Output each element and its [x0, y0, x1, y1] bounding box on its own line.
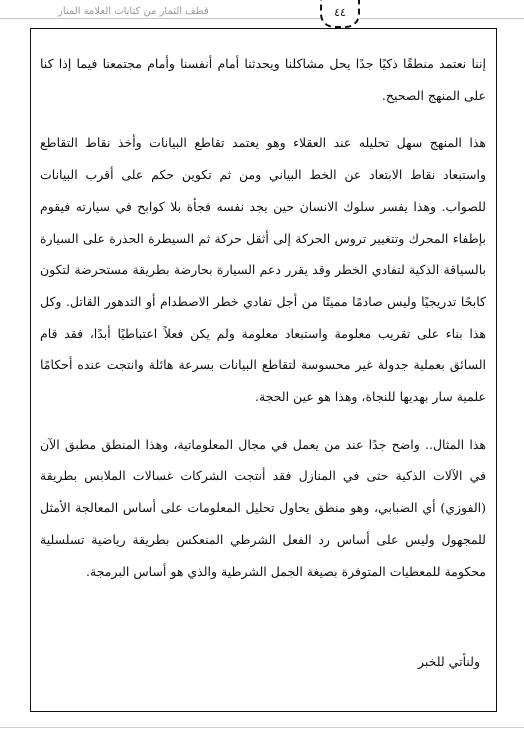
paragraph-3: هذا المثال.. واضح جدًا عند من يعمل في مجال المعلوماتية، وهذا المنطق مطبق الآن في الآلات الذكية حتى في المنازل فقد أنتجت الشركات غسالات الملابس بطريقة (الفوزي) أي الضبابي، وهو منطق يحاول تحليل المعلومات على أساس المعالجة الأمثل للمجهول وليس على أساس رد الفعل الشرطي المنعكس بطريقة رياضية تسلسلية محكومة للمعطيات المتوفرة بصيغة الجمل الشرطية والذي هو أساس البرمجة. — [40, 436, 486, 579]
page-number-box — [320, 0, 360, 28]
header-rule — [0, 18, 524, 19]
paragraph-1: إننا نعتمد منطقًا ذكيًا جدًا يحل مشاكلنا ويحدثنا أمام أنفسنا وأمام مجتمعنا فيما إذا كنا على المنهج الصحيح. — [40, 56, 486, 103]
body-text — [40, 48, 486, 603]
closing-line: ولنأتي للخبر — [418, 654, 480, 669]
page-number: ٤٤ — [334, 6, 346, 19]
paragraph-2: هذا المنهج سهل تحليله عند العقلاء وهو يعتمد تقاطع البيانات وأخذ نقاط التقاطع واستبعاد نقاط الابتعاد عن الخط البياني ومن ثم تكوين حكم على أقرب البيانات للصواب. وهذا يفسر سلوك الانسان حين يجد نفسه فجأة بلا كوابح في سيارته فيقوم بإطفاء المحرك وتتغيير تروس الحركة إلى أثقل حركة ثم السيطرة الحذرة على السيارة بالسياقة الذكية لتفادي الخطر وقد يقرر دعم السيارة بحارضة بطريقة مستحرضة لتكون كابحًا تدريجيًا وليس صادمًا مميتًا من أجل تفادي خطر الاصطدام أو التدهور القاتل. وكل هذا بناء على تقريب معلومة واستبعاد معلومة ولم يكن فعلاً اعتباطيًا أبدًا، فقد قام السائق بعملية جدولة غير محسوسة لتقاطع البيانات بسرعة هائلة وانتجت عنده أحكامًا علمية سار بهديها للنجاة، وهذا هو عين الحجة. — [40, 135, 486, 405]
footer-rule — [0, 727, 524, 728]
book-title: قطف الثمار من كتابات العلامة المنار — [58, 6, 209, 17]
